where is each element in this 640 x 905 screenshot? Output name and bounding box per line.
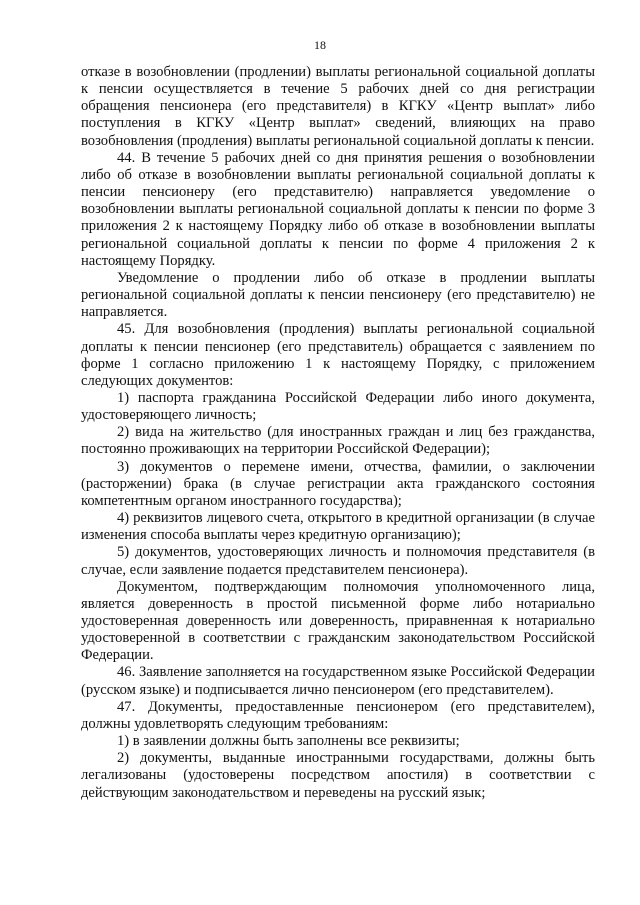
list-item-representative-docs: 5) документов, удостоверяющих личность и полномочия представителя (в случае, если заявление подается представителем пенсионера).	[81, 544, 595, 578]
list-item-foreign-docs: 2) документы, выданные иностранными государствами, должны быть легализованы (удостоверены посредством апостиля) в соответствии с действующим законодательством и переведены на русский язык;	[81, 750, 595, 801]
paragraph-item-45: 45. Для возобновления (продления) выплаты региональной социальной доплаты к пенсии пенсионер (его представитель) обращается с заявлением по форме 1 согласно приложению 1 к настоящему Порядку, с приложением следующих документов:	[81, 321, 595, 389]
page-number: 18	[314, 38, 326, 52]
paragraph-item-47: 47. Документы, предоставленные пенсионером (его представителем), должны удовлетворять следующим требованиям:	[81, 698, 595, 732]
paragraph-notice: Уведомление о продлении либо об отказе в продлении выплаты региональной социальной доплаты к пенсии пенсионеру (его представителю) не направляется.	[81, 269, 595, 321]
list-item-residence-permit: 2) вида на жительство (для иностранных граждан и лиц без гражданства, постоянно проживающих на территории Российской Федерации);	[81, 424, 595, 458]
list-item-name-change: 3) документов о перемене имени, отчества, фамилии, о заключении (расторжении) брака (в случае регистрации акта гражданского состояния компетентным органом иностранного государства);	[81, 458, 595, 509]
list-item-passport: 1) паспорта гражданина Российской Федерации либо иного документа, удостоверяющего личность;	[81, 389, 595, 424]
paragraph-power-of-attorney: Документом, подтверждающим полномочия уполномоченного лица, является доверенность в простой письменной форме либо нотариально удостоверенная доверенность или доверенность, приравненная к нотариально удостоверенной в соответствии с гражданским законодательством Российской Федерации.	[81, 578, 595, 664]
document-body	[81, 64, 595, 802]
paragraph-continuation: отказе в возобновлении (продлении) выплаты региональной социальной доплаты к пенсии осуществляется в течение 5 рабочих дней со дня регистрации обращения пенсионера (его представителя) в КГКУ «Центр выплат» либо поступления в КГКУ «Центр выплат» сведений, влияющих на право возобновления (продления) выплаты региональной социальной доплаты к пенсии.	[81, 64, 595, 149]
paragraph-item-44: 44. В течение 5 рабочих дней со дня принятия решения о возобновлении либо об отказе в возобновлении выплаты региональной социальной доплаты к пенсии пенсионеру (его представителю) направляется уведомление о возобновлении выплаты региональной социальной доплаты к пенсии по форме 3 приложения 2 к настоящему Порядку либо об отказе в возобновлении выплаты региональной социальной доплаты к пенсии по форме 4 приложения 2 к настоящему Порядку.	[81, 149, 595, 269]
list-item-requisites: 1) в заявлении должны быть заполнены все реквизиты;	[117, 733, 460, 750]
list-item-account-details: 4) реквизитов лицевого счета, открытого в кредитной организации (в случае изменения способа выплаты через кредитную организацию);	[81, 510, 595, 544]
paragraph-item-46: 46. Заявление заполняется на государственном языке Российской Федерации (русском языке) и подписывается лично пенсионером (его представителем).	[81, 664, 595, 698]
